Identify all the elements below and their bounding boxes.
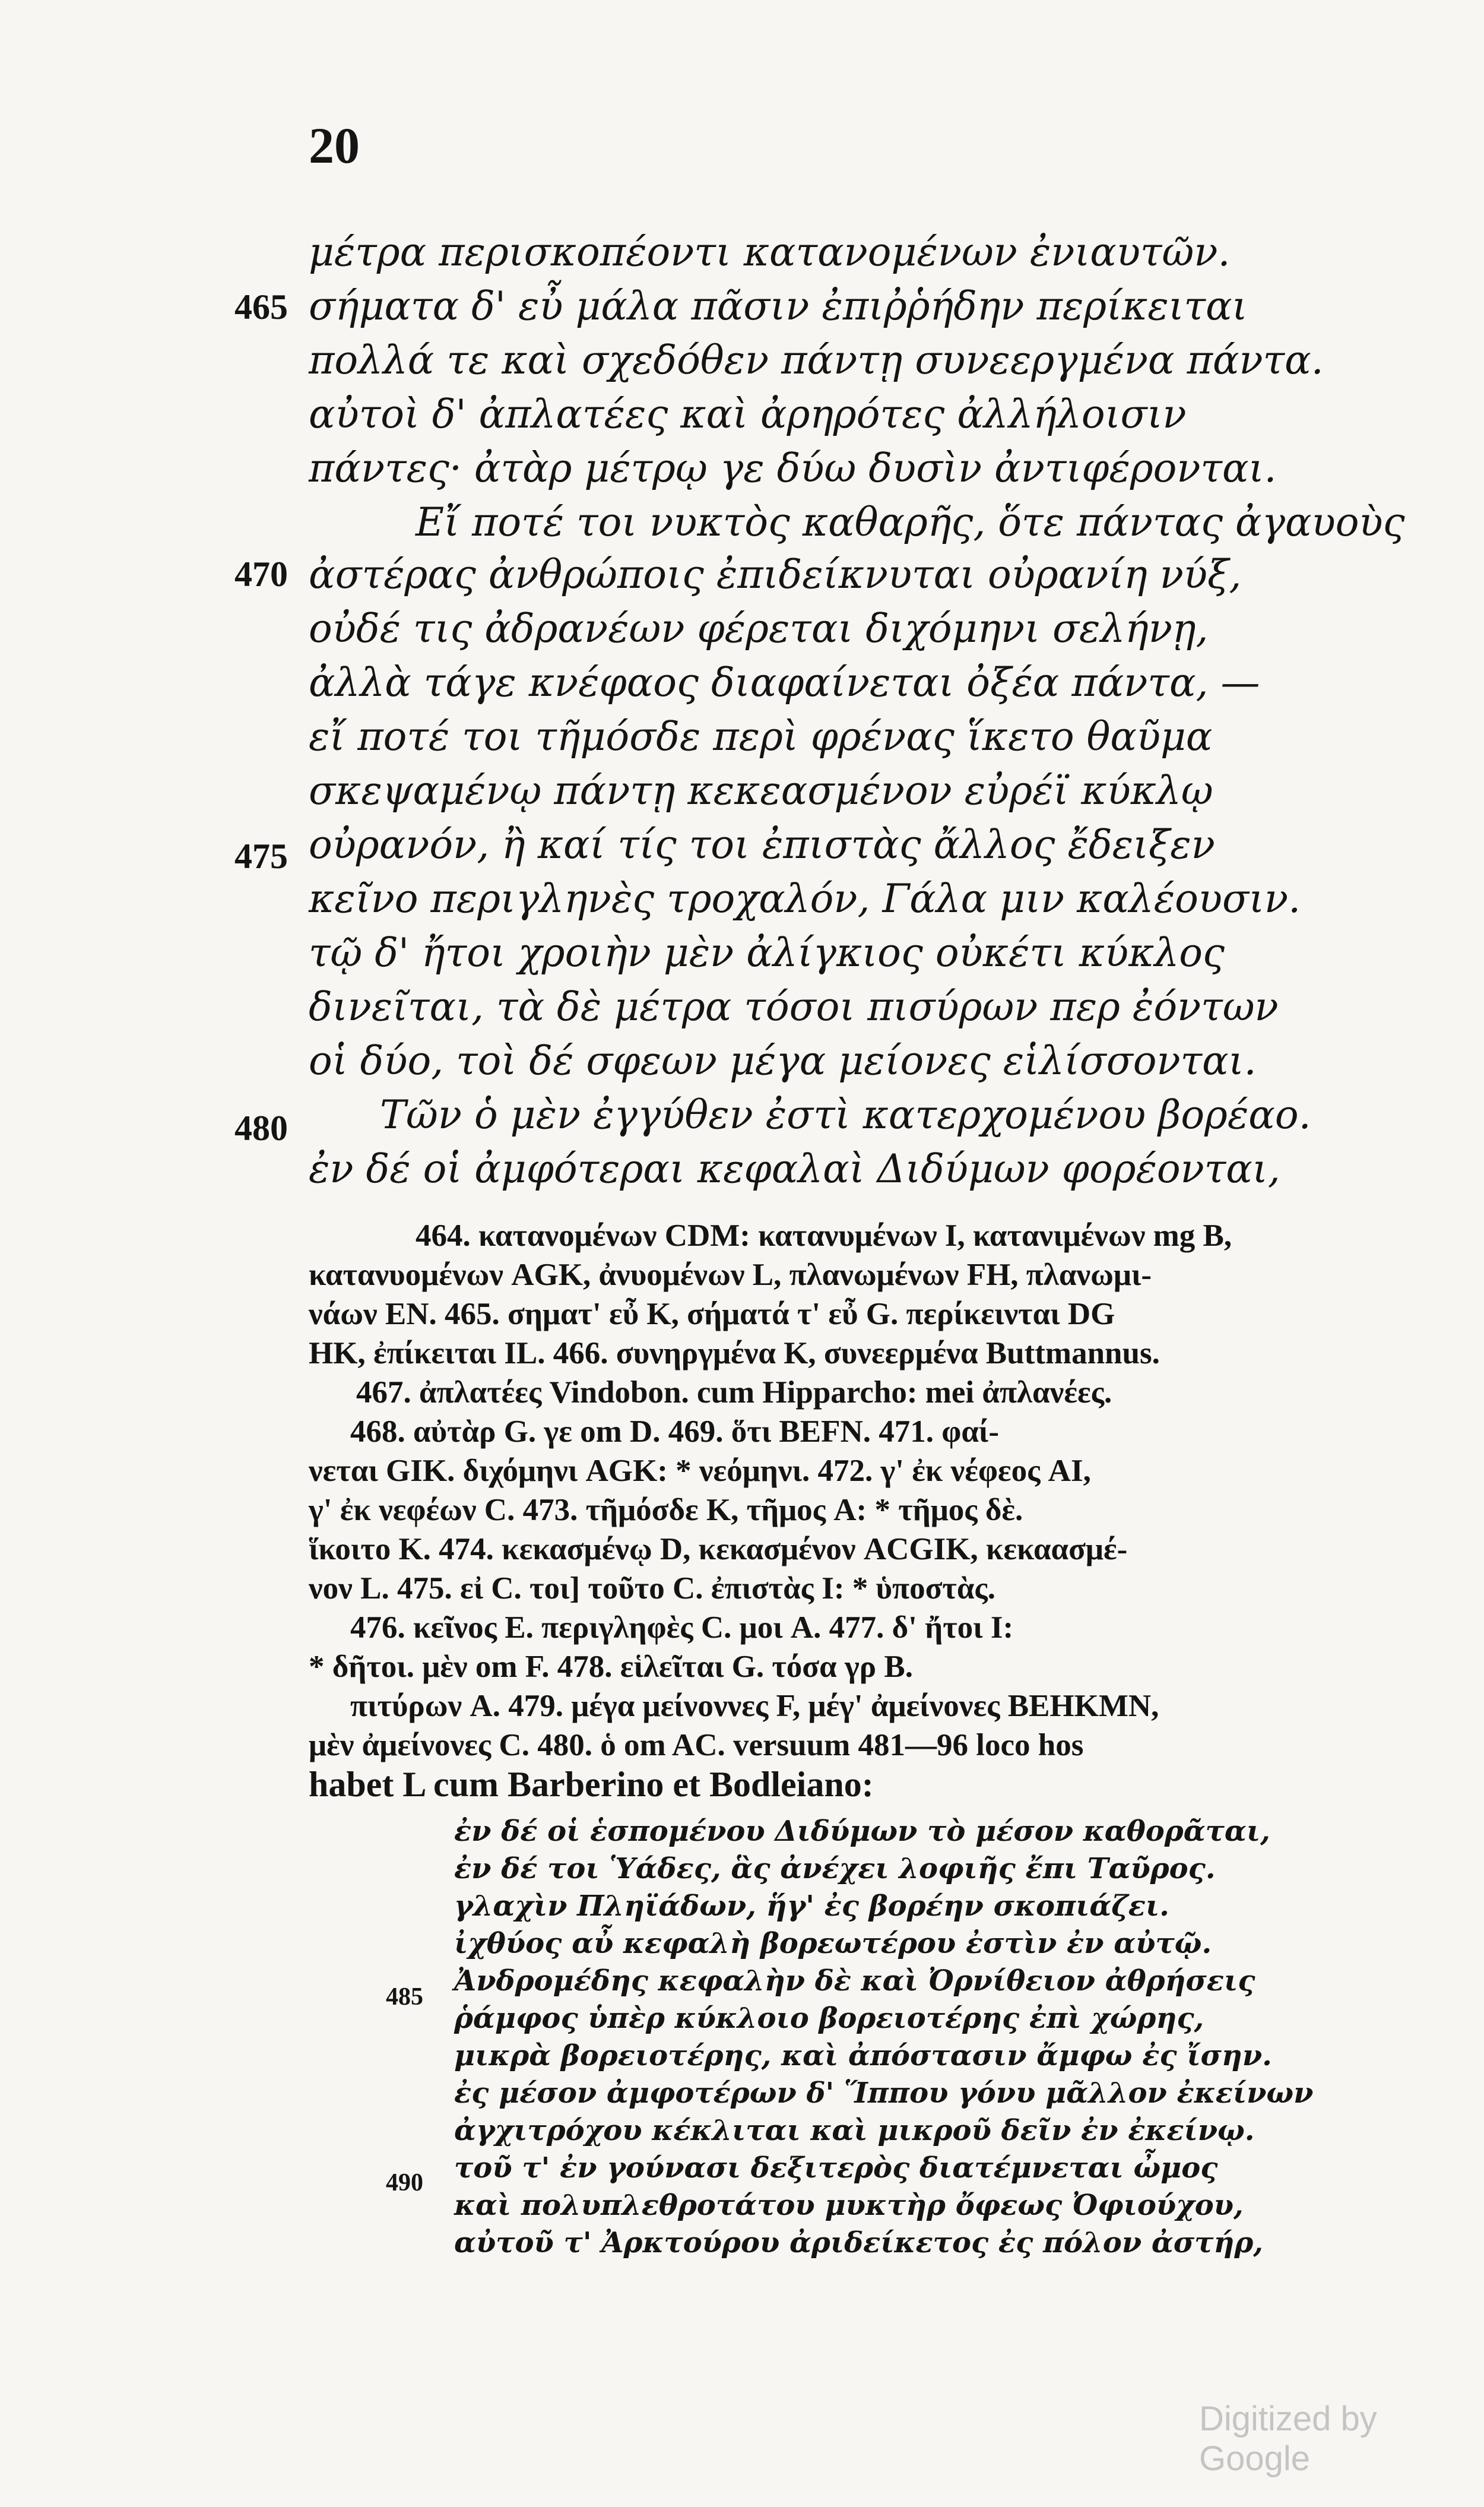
- verse-line: Ἀνδρομέδης κεφαλὴν δὲ καὶ Ὀρνίθειον ἀθρήσεις: [454, 1964, 1255, 1998]
- line-number: 470: [234, 555, 288, 594]
- verse-line: Εἴ ποτέ τοι νυκτὸς καθαρῆς, ὅτε πάντας ἀγαυοὺς: [416, 499, 1405, 545]
- verse-line: οὐδέ τις ἀδρανέων φέρεται διχόμηνι σελήνῃ,: [309, 606, 1209, 651]
- line-number: 485: [386, 1983, 423, 2011]
- verse-line: εἴ ποτέ τοι τῆμόσδε περὶ φρένας ἵκετο θαῦμα: [309, 714, 1213, 759]
- page-number: 20: [309, 117, 360, 174]
- verse-line: πολλά τε καὶ σχεδόθεν πάντῃ συνεεργμένα πάντα.: [309, 337, 1324, 383]
- verse-line: σκεψαμένῳ πάντῃ κεκεασμένον εὐρέϊ κύκλῳ: [309, 768, 1213, 813]
- line-number: 475: [234, 837, 288, 876]
- apparatus-line: μὲν ἀμείνονες C. 480. ὁ om AC. versuum 481—96 loco hos: [309, 1728, 1084, 1762]
- verse-line: ἐς μέσον ἀμφοτέρων δ' Ἵππου γόνυ μᾶλλον ἐκείνων: [454, 2076, 1314, 2110]
- verse-line: ἐν δέ οἱ ἀμφότεραι κεφαλαὶ Διδύμων φορέονται,: [309, 1146, 1280, 1192]
- verse-line: πάντες· ἀτὰρ μέτρῳ γε δύω δυσὶν ἀντιφέρονται.: [309, 445, 1277, 491]
- verse-line: αὐτοὶ δ' ἀπλατέες καὶ ἀρηρότες ἀλλήλοισιν: [309, 391, 1187, 437]
- verse-line: σήματα δ' εὖ μάλα πᾶσιν ἐπιῤῥήδην περίκειται: [309, 283, 1248, 329]
- apparatus-line: habet L cum Barberino et Bodleiano:: [309, 1765, 874, 1804]
- verse-line: ἐν δέ τοι Ὑάδες, ἃς ἀνέχει λοφιῆς ἔπι Ταῦρος.: [454, 1852, 1216, 1885]
- apparatus-line: 468. αὐτὰρ G. γε om D. 469. ὅτι BEFN. 471. φαί-: [350, 1414, 999, 1449]
- apparatus-line: 464. κατανομένων CDM: κατανυμένων I, κατανιμένων mg B,: [416, 1218, 1232, 1253]
- apparatus-line: πιτύρων A. 479. μέγα μείνοννες F, μέγ' ἀμείνονες BEHKMN,: [350, 1689, 1159, 1723]
- apparatus-line: 467. ἀπλατέες Vindobon. cum Hipparcho: mei ἀπλανέες.: [356, 1375, 1112, 1410]
- verse-line: ἰχθύος αὖ κεφαλὴ βορεωτέρου ἐστὶν ἐν αὐτῷ.: [454, 1927, 1212, 1960]
- verse-line: αὐτοῦ τ' Ἀρκτούρου ἀριδείκετος ἐς πόλον ἀστήρ,: [454, 2226, 1264, 2259]
- line-number: 465: [234, 287, 288, 327]
- line-number: 480: [234, 1109, 288, 1148]
- line-number: 490: [386, 2169, 423, 2196]
- verse-line: ἐν δέ οἱ ἑσπομένου Διδύμων τὸ μέσον καθορᾶται,: [454, 1815, 1270, 1848]
- verse-line: ἀλλὰ τάγε κνέφαος διαφαίνεται ὀξέα πάντα, —: [309, 660, 1260, 705]
- verse-line: τῷ δ' ἤτοι χροιὴν μὲν ἀλίγκιος οὐκέτι κύκλος: [309, 930, 1225, 976]
- verse-line: γλαχὶν Πληϊάδων, ἥγ' ἐς βορέην σκοπιάζει.: [454, 1889, 1169, 1923]
- verse-line: μικρὰ βορειοτέρης, καὶ ἀπόστασιν ἄμφω ἐς ἴσην.: [454, 2039, 1272, 2072]
- verse-line: ῥάμφος ὑπὲρ κύκλοιο βορειοτέρης ἐπὶ χώρης,: [454, 2002, 1204, 2035]
- apparatus-line: γ' ἐκ νεφέων C. 473. τῆμόσδε K, τῆμος A: * τῆμος δὲ.: [309, 1493, 1023, 1527]
- verse-line: καὶ πολυπλεθροτάτου μυκτὴρ ὄφεως Ὀφιούχου,: [454, 2189, 1244, 2222]
- apparatus-line: κατανυομένων AGK, ἀνυομένων L, πλανωμένων FH, πλανωμι-: [309, 1258, 1152, 1292]
- verse-line: ἀστέρας ἀνθρώποις ἐπιδείκνυται οὐρανίη νύξ,: [309, 552, 1242, 597]
- apparatus-line: ἵκοιτο K. 474. κεκασμένῳ D, κεκασμένον ACGIK, κεκαασμέ-: [309, 1532, 1128, 1566]
- apparatus-line: νάων EN. 465. σηματ' εὖ K, σήματά τ' εὖ G. περίκεινται DG: [309, 1297, 1115, 1331]
- verse-line: μέτρα περισκοπέοντι κατανομένων ἐνιαυτῶν.: [309, 229, 1231, 275]
- verse-line: τοῦ τ' ἐν γούνασι δεξιτερὸς διατέμνεται ὦμος: [454, 2151, 1218, 2185]
- apparatus-line: 476. κεῖνος E. περιγληφὲς C. μοι A. 477. δ' ἤτοι I:: [350, 1610, 1014, 1645]
- verse-line: κεῖνο περιγληνὲς τροχαλόν, Γάλα μιν καλέουσιν.: [309, 876, 1301, 922]
- apparatus-line: HK, ἐπίκειται IL. 466. συνηργμένα K, συνεερμένα Buttmannus.: [309, 1336, 1160, 1370]
- verse-line: οἱ δύο, τοὶ δέ σφεων μέγα μείονες εἱλίσσονται.: [309, 1038, 1257, 1084]
- verse-line: Τῶν ὁ μὲν ἐγγύθεν ἐστὶ κατερχομένου βορέαο.: [380, 1092, 1311, 1138]
- apparatus-line: νον L. 475. εἰ C. τοι] τοῦτο C. ἐπιστὰς I: * ὑποστὰς.: [309, 1571, 996, 1606]
- digitization-watermark: Digitized by Google: [1199, 2400, 1377, 2478]
- verse-line: οὐρανόν, ἢ καί τίς τοι ἐπιστὰς ἄλλος ἔδειξεν: [309, 822, 1215, 868]
- apparatus-line: νεται GIK. διχόμηνι AGK: * νεόμηνι. 472. γ' ἐκ νέφεος AI,: [309, 1454, 1091, 1488]
- verse-line: ἀγχιτρόχου κέκλιται καὶ μικροῦ δεῖν ἐν ἐκείνῳ.: [454, 2114, 1255, 2147]
- verse-line: δινεῖται, τὰ δὲ μέτρα τόσοι πισύρων περ ἐόντων: [309, 984, 1279, 1030]
- apparatus-line: * δῆτοι. μὲν om F. 478. εἱλεῖται G. τόσα γρ B.: [309, 1650, 913, 1684]
